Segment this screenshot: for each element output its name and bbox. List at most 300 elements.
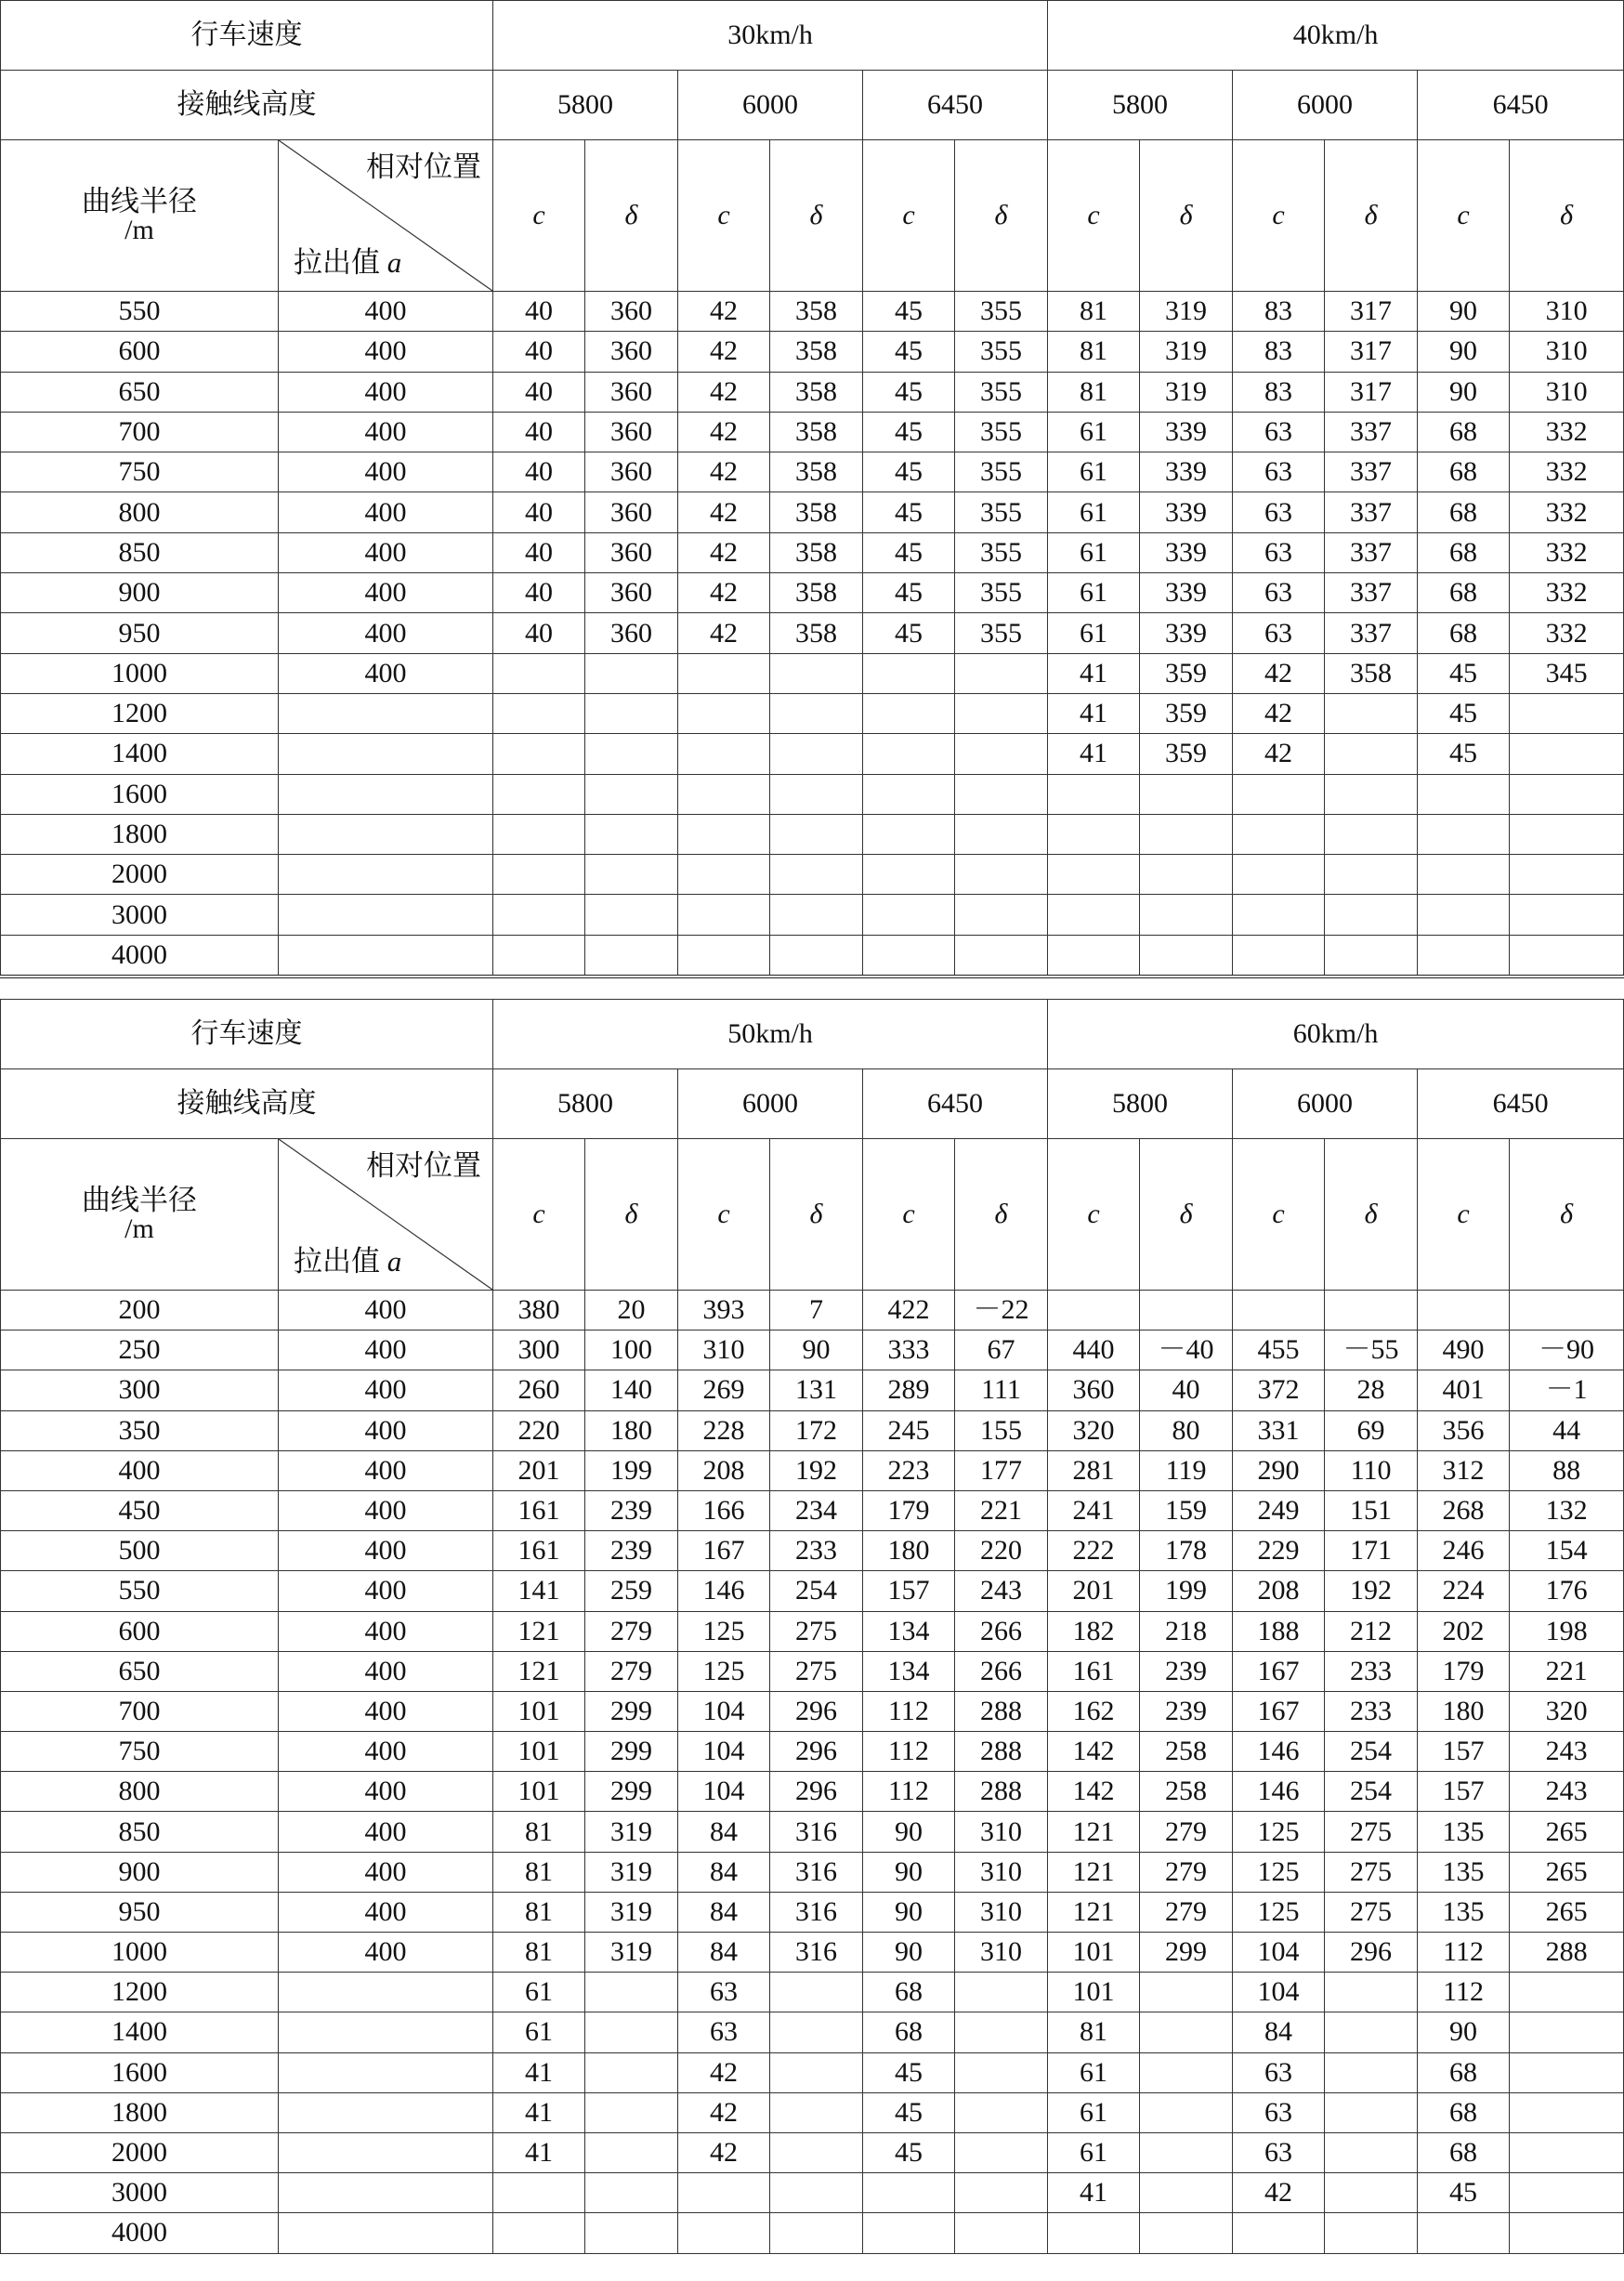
c-cell: 84 (678, 1933, 770, 1973)
delta-cell: 310 (955, 1812, 1048, 1852)
c-cell: 68 (863, 2012, 955, 2052)
table-row (1, 1691, 1624, 1731)
c-cell: 146 (678, 1571, 770, 1611)
delta-cell: －40 (1140, 1331, 1233, 1370)
table-row (1, 1531, 1624, 1571)
c-cell: 134 (863, 1611, 955, 1651)
delta-cell (1325, 734, 1418, 774)
c-cell: 162 (1048, 1691, 1140, 1731)
c-cell: 84 (678, 1892, 770, 1932)
delta-cell (955, 2132, 1048, 2172)
c-cell: 222 (1048, 1531, 1140, 1571)
pullout-cell (279, 2012, 493, 2052)
delta-cell (770, 935, 863, 977)
c-cell: 125 (678, 1651, 770, 1691)
c-cell: 81 (1048, 372, 1140, 412)
col-delta: δ (955, 140, 1048, 292)
c-cell: 161 (493, 1531, 585, 1571)
radius-cell: 1600 (1, 774, 279, 814)
c-cell: 42 (678, 372, 770, 412)
c-cell: 41 (493, 2052, 585, 2092)
c-cell (1418, 1291, 1510, 1331)
table-row (1, 2132, 1624, 2172)
speed-header-row (1, 1000, 1624, 1069)
c-cell (493, 734, 585, 774)
delta-cell: 319 (585, 1933, 678, 1973)
delta-cell (1140, 855, 1233, 895)
delta-cell: 319 (585, 1892, 678, 1932)
delta-cell: 233 (1325, 1651, 1418, 1691)
pullout-cell (279, 774, 493, 814)
radius-cell: 1800 (1, 814, 279, 854)
table-row (1, 1852, 1624, 1892)
delta-cell: 358 (1325, 653, 1418, 693)
delta-cell: 275 (1325, 1892, 1418, 1932)
delta-cell (770, 2052, 863, 2092)
delta-cell: 339 (1140, 452, 1233, 492)
pullout-cell: 400 (279, 1611, 493, 1651)
delta-cell: 258 (1140, 1732, 1233, 1772)
c-cell: 61 (493, 1973, 585, 2012)
c-cell: 180 (1418, 1691, 1510, 1731)
pullout-cell: 400 (279, 653, 493, 693)
pullout-cell: 400 (279, 1892, 493, 1932)
c-cell: 229 (1233, 1531, 1325, 1571)
delta-cell (585, 935, 678, 977)
c-cell: 42 (678, 573, 770, 613)
c-cell: 142 (1048, 1772, 1140, 1812)
delta-cell: 218 (1140, 1611, 1233, 1651)
c-cell: 61 (1048, 2132, 1140, 2172)
c-cell: 161 (1048, 1651, 1140, 1691)
c-cell (863, 2173, 955, 2213)
c-cell (863, 734, 955, 774)
pullout-cell: 400 (279, 1331, 493, 1370)
c-cell: 380 (493, 1291, 585, 1331)
delta-cell (770, 2173, 863, 2213)
pullout-cell (279, 2092, 493, 2132)
delta-cell: 355 (955, 532, 1048, 572)
pullout-cell: 400 (279, 1410, 493, 1450)
delta-cell (585, 2012, 678, 2052)
c-cell: 310 (678, 1331, 770, 1370)
delta-cell (1325, 2092, 1418, 2132)
radius-unit: /m (124, 214, 154, 245)
c-cell: 90 (863, 1852, 955, 1892)
radius-cell: 900 (1, 1852, 279, 1892)
c-cell (678, 2173, 770, 2213)
c-cell: 331 (1233, 1410, 1325, 1450)
c-cell: 125 (1233, 1852, 1325, 1892)
radius-cell: 950 (1, 613, 279, 653)
c-cell (1418, 895, 1510, 935)
delta-cell: 310 (955, 1852, 1048, 1892)
column-header-row (1, 140, 1624, 292)
delta-cell: 319 (585, 1852, 678, 1892)
table-row (1, 292, 1624, 332)
c-cell: 61 (1048, 452, 1140, 492)
delta-cell (1325, 2012, 1418, 2052)
delta-cell (1140, 2132, 1233, 2172)
delta-cell (585, 814, 678, 854)
c-cell: 455 (1233, 1331, 1325, 1370)
c-cell: 40 (493, 613, 585, 653)
delta-cell: 339 (1140, 492, 1233, 532)
delta-cell: 337 (1325, 532, 1418, 572)
c-cell: 281 (1048, 1450, 1140, 1490)
c-cell: 179 (863, 1490, 955, 1530)
delta-cell (955, 935, 1048, 977)
delta-cell: 310 (1510, 372, 1624, 412)
table-row (1, 1291, 1624, 1331)
c-cell: 41 (1048, 693, 1140, 733)
diagonal-header-cell (279, 140, 493, 292)
delta-cell: 299 (1140, 1933, 1233, 1973)
delta-cell: 296 (1325, 1933, 1418, 1973)
radius-cell: 700 (1, 412, 279, 452)
c-cell: 45 (863, 532, 955, 572)
pullout-table-30-40 (0, 0, 1624, 978)
radius-cell: 600 (1, 1611, 279, 1651)
delta-cell: 176 (1510, 1571, 1624, 1611)
col-c: c (1418, 1139, 1510, 1291)
c-cell: 68 (1418, 573, 1510, 613)
c-cell: 360 (1048, 1370, 1140, 1410)
c-cell (678, 653, 770, 693)
delta-cell: 199 (1140, 1571, 1233, 1611)
c-cell: 104 (678, 1772, 770, 1812)
c-cell: 68 (1418, 2132, 1510, 2172)
c-cell: 45 (863, 492, 955, 532)
delta-cell: 339 (1140, 573, 1233, 613)
delta-cell: 275 (1325, 1852, 1418, 1892)
radius-label: 曲线半径 (82, 1183, 197, 1217)
delta-cell: 212 (1325, 1611, 1418, 1651)
delta-cell (770, 734, 863, 774)
radius-cell: 1400 (1, 2012, 279, 2052)
pullout-label: 拉出值 (294, 246, 380, 280)
c-cell: 68 (863, 1973, 955, 2012)
delta-cell (1510, 935, 1624, 977)
delta-cell: 355 (955, 613, 1048, 653)
delta-cell: 177 (955, 1450, 1048, 1490)
c-cell: 401 (1418, 1370, 1510, 1410)
table-row (1, 2012, 1624, 2052)
delta-cell: 355 (955, 332, 1048, 372)
delta-cell (770, 2213, 863, 2253)
delta-cell: 296 (770, 1772, 863, 1812)
delta-cell: 360 (585, 613, 678, 653)
c-cell: 84 (1233, 2012, 1325, 2052)
c-cell: 260 (493, 1370, 585, 1410)
delta-cell: 154 (1510, 1531, 1624, 1571)
pullout-cell (279, 2132, 493, 2172)
c-cell: 90 (1418, 372, 1510, 412)
table-row (1, 1370, 1624, 1410)
c-cell: 333 (863, 1331, 955, 1370)
speed-label: 行车速度 (1, 1000, 493, 1069)
speed-header-60: 60km/h (1048, 1000, 1624, 1069)
delta-cell: 316 (770, 1812, 863, 1852)
c-cell: 63 (1233, 492, 1325, 532)
delta-cell: 360 (585, 532, 678, 572)
c-cell: 68 (1418, 2052, 1510, 2092)
radius-cell: 3000 (1, 2173, 279, 2213)
radius-cell: 650 (1, 1651, 279, 1691)
c-cell: 40 (493, 492, 585, 532)
delta-cell: 360 (585, 452, 678, 492)
delta-cell: 266 (955, 1611, 1048, 1651)
radius-cell: 950 (1, 1892, 279, 1932)
delta-cell: 7 (770, 1291, 863, 1331)
delta-cell: 265 (1510, 1892, 1624, 1932)
height-6450: 6450 (1418, 1069, 1624, 1139)
delta-cell (1510, 1973, 1624, 2012)
c-cell: 356 (1418, 1410, 1510, 1450)
speed-header-50: 50km/h (493, 1000, 1048, 1069)
delta-cell (770, 895, 863, 935)
col-c: c (493, 1139, 585, 1291)
delta-cell: 310 (1510, 292, 1624, 332)
c-cell (678, 855, 770, 895)
c-cell (1233, 895, 1325, 935)
col-delta: δ (955, 1139, 1048, 1291)
c-cell (1233, 774, 1325, 814)
delta-cell: 132 (1510, 1490, 1624, 1530)
c-cell (1048, 935, 1140, 977)
col-c: c (678, 140, 770, 292)
c-cell: 90 (1418, 292, 1510, 332)
col-c: c (1048, 140, 1140, 292)
c-cell: 40 (493, 452, 585, 492)
radius-cell: 4000 (1, 2213, 279, 2253)
c-cell: 83 (1233, 292, 1325, 332)
c-cell: 68 (1418, 2092, 1510, 2132)
radius-cell: 1200 (1, 1973, 279, 2012)
delta-cell: 337 (1325, 613, 1418, 653)
pullout-cell (279, 1973, 493, 2012)
delta-cell: 360 (585, 332, 678, 372)
table-row (1, 1331, 1624, 1370)
c-cell: 81 (493, 1812, 585, 1852)
delta-cell: 131 (770, 1370, 863, 1410)
c-cell: 68 (1418, 613, 1510, 653)
c-cell: 146 (1233, 1772, 1325, 1812)
table-row (1, 492, 1624, 532)
delta-cell: 171 (1325, 1531, 1418, 1571)
c-cell: 90 (863, 1933, 955, 1973)
c-cell: 41 (1048, 2173, 1140, 2213)
delta-cell: 358 (770, 532, 863, 572)
c-cell: 179 (1418, 1651, 1510, 1691)
c-cell: 182 (1048, 1611, 1140, 1651)
delta-cell: 265 (1510, 1812, 1624, 1852)
radius-cell: 700 (1, 1691, 279, 1731)
c-cell: 61 (1048, 573, 1140, 613)
delta-cell: 337 (1325, 452, 1418, 492)
c-cell (1233, 814, 1325, 854)
table-row (1, 2092, 1624, 2132)
delta-cell: 355 (955, 492, 1048, 532)
c-cell (493, 935, 585, 977)
radius-cell: 550 (1, 1571, 279, 1611)
delta-cell: 358 (770, 332, 863, 372)
delta-cell: 243 (1510, 1772, 1624, 1812)
delta-cell: 110 (1325, 1450, 1418, 1490)
c-cell: 42 (678, 613, 770, 653)
delta-cell (770, 2012, 863, 2052)
c-cell: 41 (493, 2092, 585, 2132)
c-cell: 61 (493, 2012, 585, 2052)
delta-cell (1140, 1973, 1233, 2012)
c-cell: 440 (1048, 1331, 1140, 1370)
delta-cell (955, 653, 1048, 693)
radius-cell: 2000 (1, 2132, 279, 2172)
delta-cell (955, 734, 1048, 774)
c-cell: 223 (863, 1450, 955, 1490)
c-cell: 157 (1418, 1772, 1510, 1812)
delta-cell: 100 (585, 1331, 678, 1370)
c-cell: 81 (1048, 332, 1140, 372)
c-cell (863, 895, 955, 935)
speed-header-row (1, 1, 1624, 71)
c-cell: 68 (1418, 452, 1510, 492)
table-row (1, 1933, 1624, 1973)
delta-cell (770, 2092, 863, 2132)
delta-cell: 358 (770, 412, 863, 452)
table-row (1, 573, 1624, 613)
col-delta: δ (1325, 1139, 1418, 1291)
delta-cell: 254 (1325, 1732, 1418, 1772)
c-cell: 63 (1233, 532, 1325, 572)
delta-cell: 296 (770, 1732, 863, 1772)
c-cell: 40 (493, 372, 585, 412)
delta-cell: 319 (585, 1812, 678, 1852)
radius-cell: 400 (1, 1450, 279, 1490)
c-cell (678, 895, 770, 935)
delta-cell (585, 653, 678, 693)
c-cell: 68 (1418, 412, 1510, 452)
delta-cell: 239 (1140, 1651, 1233, 1691)
c-cell: 220 (493, 1410, 585, 1450)
c-cell: 101 (493, 1691, 585, 1731)
delta-cell: 69 (1325, 1410, 1418, 1450)
table-row (1, 814, 1624, 854)
delta-cell: 140 (585, 1370, 678, 1410)
pullout-cell: 400 (279, 1812, 493, 1852)
c-cell: 180 (863, 1531, 955, 1571)
delta-cell (1325, 935, 1418, 977)
delta-cell: 296 (770, 1691, 863, 1731)
c-cell: 45 (863, 332, 955, 372)
c-cell (493, 814, 585, 854)
c-cell: 63 (1233, 2132, 1325, 2172)
c-cell: 201 (1048, 1571, 1140, 1611)
delta-cell: 254 (770, 1571, 863, 1611)
delta-cell (955, 2213, 1048, 2253)
c-cell: 112 (863, 1772, 955, 1812)
radius-cell: 800 (1, 1772, 279, 1812)
c-cell: 268 (1418, 1490, 1510, 1530)
delta-cell: 67 (955, 1331, 1048, 1370)
table-row (1, 532, 1624, 572)
delta-cell: 345 (1510, 653, 1624, 693)
table-row (1, 1611, 1624, 1651)
c-cell (678, 814, 770, 854)
delta-cell (1510, 2213, 1624, 2253)
c-cell (863, 855, 955, 895)
c-cell: 269 (678, 1370, 770, 1410)
delta-cell: 320 (1510, 1691, 1624, 1731)
col-c: c (1418, 140, 1510, 292)
delta-cell (1325, 2132, 1418, 2172)
c-cell: 246 (1418, 1531, 1510, 1571)
c-cell (1048, 814, 1140, 854)
delta-cell: 279 (1140, 1892, 1233, 1932)
radius-cell: 200 (1, 1291, 279, 1331)
c-cell: 83 (1233, 372, 1325, 412)
col-c: c (678, 1139, 770, 1291)
table-row (1, 1732, 1624, 1772)
pullout-cell: 400 (279, 372, 493, 412)
delta-cell (955, 855, 1048, 895)
delta-cell: 310 (1510, 332, 1624, 372)
col-delta: δ (1140, 1139, 1233, 1291)
delta-cell: 172 (770, 1410, 863, 1450)
c-cell: 42 (678, 412, 770, 452)
delta-cell (585, 2132, 678, 2172)
c-cell: 61 (1048, 2092, 1140, 2132)
table-row (1, 653, 1624, 693)
c-cell: 372 (1233, 1370, 1325, 1410)
diagonal-header-cell (279, 1139, 493, 1291)
c-cell: 45 (863, 2132, 955, 2172)
c-cell: 42 (678, 532, 770, 572)
c-cell: 104 (678, 1732, 770, 1772)
c-cell: 112 (863, 1691, 955, 1731)
delta-cell: 310 (955, 1892, 1048, 1932)
c-cell: 135 (1418, 1812, 1510, 1852)
delta-cell (955, 693, 1048, 733)
delta-cell: 359 (1140, 734, 1233, 774)
delta-cell: 358 (770, 492, 863, 532)
delta-cell: 317 (1325, 292, 1418, 332)
delta-cell (955, 814, 1048, 854)
delta-cell (770, 814, 863, 854)
delta-cell: 279 (1140, 1852, 1233, 1892)
height-header-row (1, 1069, 1624, 1139)
relative-position-label: 相对位置 (366, 1149, 481, 1183)
height-5800: 5800 (1048, 1069, 1233, 1139)
delta-cell (770, 653, 863, 693)
delta-cell: 355 (955, 412, 1048, 452)
radius-cell: 1400 (1, 734, 279, 774)
delta-cell: 310 (955, 1933, 1048, 1973)
c-cell: 45 (863, 412, 955, 452)
table-row (1, 1571, 1624, 1611)
delta-cell: 199 (585, 1450, 678, 1490)
delta-cell (1510, 2012, 1624, 2052)
delta-cell: 243 (1510, 1732, 1624, 1772)
delta-cell: 279 (585, 1651, 678, 1691)
col-c: c (863, 1139, 955, 1291)
delta-cell (1325, 855, 1418, 895)
pullout-cell: 400 (279, 412, 493, 452)
c-cell (493, 2173, 585, 2213)
c-cell: 63 (1233, 452, 1325, 492)
delta-cell: 319 (1140, 292, 1233, 332)
col-delta: δ (585, 140, 678, 292)
